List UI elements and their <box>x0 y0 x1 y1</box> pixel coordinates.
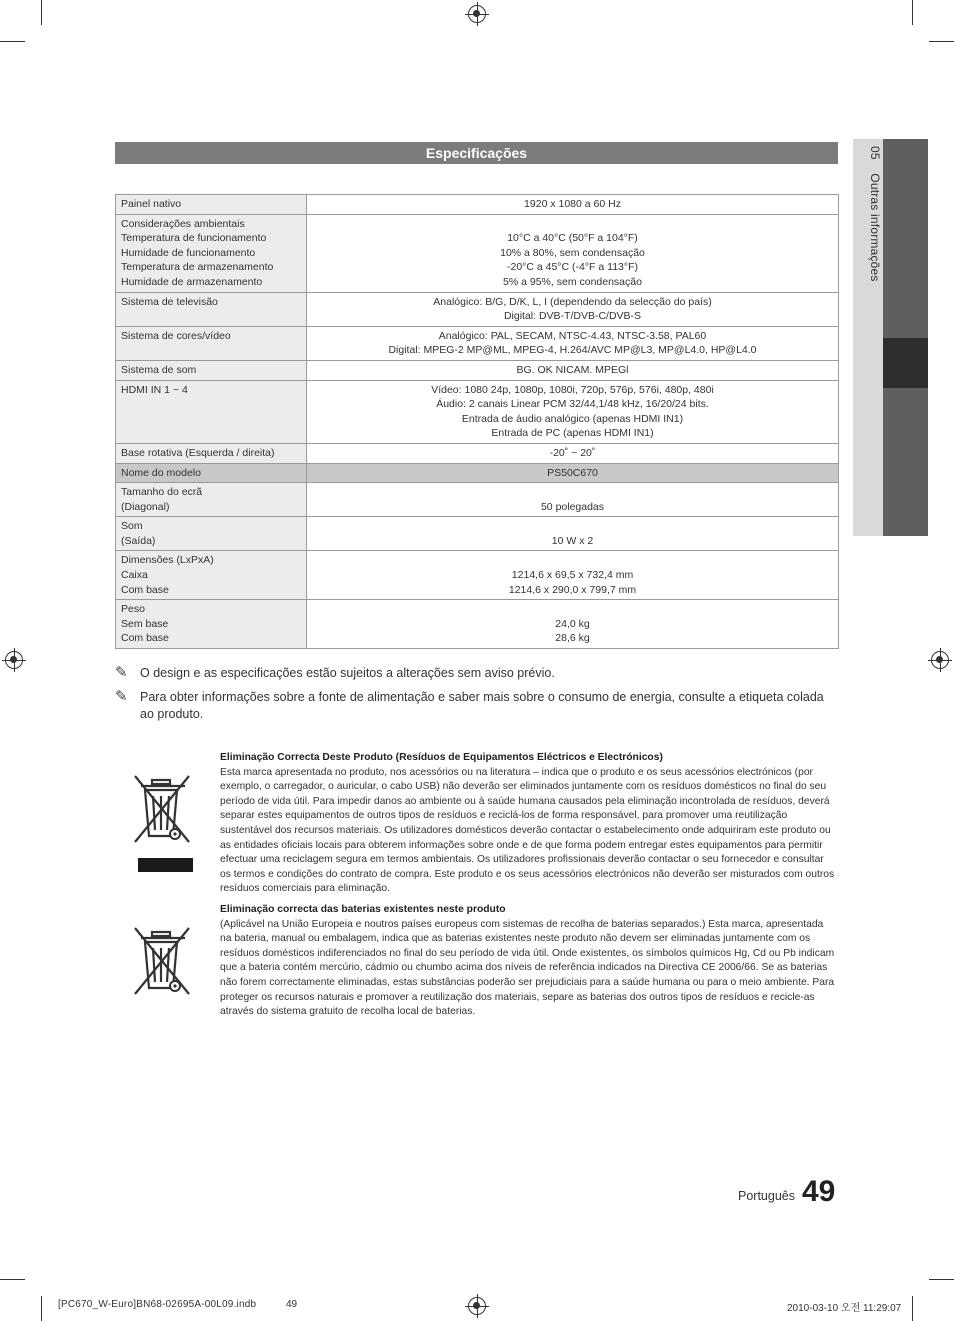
battery-disposal-title: Eliminação correcta das baterias existentes neste produto <box>220 904 506 915</box>
spec-label <box>116 517 307 551</box>
spec-value-line: 10% a 80%, sem condensação <box>500 246 645 259</box>
spec-value-line: Digital: DVB-T/DVB-C/DVB-S <box>503 310 642 323</box>
spec-value-line: 50 polegadas <box>540 500 605 513</box>
spec-row <box>116 463 839 483</box>
spec-label <box>116 551 307 600</box>
spec-label-line: HDMI IN 1 ~ 4 <box>121 383 188 396</box>
note-pencil-icon: ✎ <box>115 664 128 681</box>
spec-value-line: -20˚ ~ 20˚ <box>549 446 596 459</box>
spec-value-line: 1920 x 1080 a 60 Hz <box>524 198 621 210</box>
spec-label-line: (Saída) <box>121 534 156 547</box>
crop-mark <box>41 0 42 25</box>
spec-label-line: Painel nativo <box>121 198 182 210</box>
footer-language: Português <box>738 1189 795 1203</box>
spec-label-line: Peso <box>121 603 145 616</box>
spec-label-line: Temperatura de armazenamento <box>121 261 274 274</box>
note-pencil-icon: ✎ <box>115 688 128 705</box>
spec-value-line: 1214,6 x 290,0 x 799,7 mm <box>508 583 637 596</box>
spec-value <box>307 551 839 600</box>
spec-value-line: 10 W x 2 <box>551 534 594 547</box>
note-item <box>115 665 835 682</box>
spec-row <box>116 483 839 517</box>
chapter-number: 05 <box>868 146 882 160</box>
spec-value-line: 28,6 kg <box>555 632 590 645</box>
spec-label <box>116 214 307 292</box>
spec-label-line: Sistema de som <box>121 363 197 376</box>
spec-label-line: Sem base <box>121 617 169 630</box>
spec-value-line: Entrada de PC (apenas HDMI IN1) <box>491 427 654 440</box>
crop-mark <box>0 41 25 42</box>
spec-row <box>116 214 839 292</box>
page-number: 49 <box>802 1175 836 1208</box>
note-text: O design e as especificações estão sujeitos a alterações sem aviso prévio. <box>140 666 555 680</box>
spec-row <box>116 600 839 649</box>
spec-value <box>307 292 839 326</box>
spec-value <box>307 517 839 551</box>
spec-value <box>307 483 839 517</box>
spec-label <box>116 380 307 443</box>
spec-value <box>307 463 839 483</box>
spec-value-line: 10°C a 40°C (50°F a 104°F) <box>507 232 638 245</box>
spec-value <box>307 360 839 380</box>
section-title: Especificações <box>115 142 838 164</box>
crop-mark <box>41 1296 42 1321</box>
print-slug-date: 2010-03-10 오전 11:29:07 <box>787 1303 902 1314</box>
spec-value-line: Analógico: B/G, D/K, L, I (dependendo da selecção do país) <box>433 295 712 308</box>
spec-label-line: (Diagonal) <box>121 500 170 513</box>
spec-value <box>307 195 839 215</box>
crop-mark <box>929 1279 954 1280</box>
battery-disposal-section <box>220 903 836 1020</box>
crop-mark <box>912 0 913 25</box>
print-slug-page: 49 <box>286 1299 298 1310</box>
spec-value-line: Vídeo: 1080 24p, 1080p, 1080i, 720p, 576p, 576i, 480p, 480i <box>431 383 714 396</box>
spec-row <box>116 326 839 360</box>
spec-label-line: Com base <box>121 632 169 645</box>
spec-value <box>307 443 839 463</box>
spec-row <box>116 443 839 463</box>
weee-disposal-text: Esta marca apresentada no produto, nos acessórios ou na literatura – indica que o produto e os seus acessórios electrónicos (por exemplo, o carregador, o auricular, o cabo USB) não deverão ser eliminados juntamente com os resíduos domésticos no final do seu período de vida útil. Para impedir danos ao ambiente ou à saúde humana causados pela eliminação incontrolada de resíduos, deverá separar estes equipamentos de outros tipos de resíduos e reciclá-los de forma responsável, para promover uma reutilização sustentável dos recursos materiais. Os utilizadores domésticos deverão contactar o estabelecimento onde adquiriram este produto ou as entidades oficiais locais para obterem informações sobre onde e de que forma podem entregar estes equipamentos para permitir efectuar uma reciclagem segura em termos ambientais. Os utilizadores profissionais deverão contactar o seu fornecedor e consultar os termos e condições do contrato de compra. Este produto e os seus acessórios electrónicos não deverão ser misturados com outros resíduos comerciais para eliminação. <box>220 766 835 895</box>
spec-label <box>116 443 307 463</box>
spec-value <box>307 326 839 360</box>
spec-row <box>116 360 839 380</box>
spec-value-line: -20°C a 45°C (-4°F a 113°F) <box>507 261 638 274</box>
spec-label-line: Caixa <box>121 569 148 582</box>
spec-value-line: 1214,6 x 69,5 x 732,4 mm <box>511 569 634 582</box>
crop-mark <box>0 1279 25 1280</box>
notes <box>115 665 835 730</box>
spec-label <box>116 326 307 360</box>
spec-row <box>116 517 839 551</box>
spec-label-line: Sistema de televisão <box>121 295 218 308</box>
spec-value <box>307 214 839 292</box>
spec-label-line: Nome do modelo <box>121 466 201 479</box>
spec-label-line: Som <box>121 520 143 533</box>
spec-label-line: Tamanho do ecrã <box>121 486 203 499</box>
spec-label <box>116 463 307 483</box>
spec-label-line: Com base <box>121 583 169 596</box>
spec-value-line: 24,0 kg <box>555 617 590 630</box>
battery-disposal-text: (Aplicável na União Europeia e noutros países europeus com sistemas de recolha de baterias separados.) Esta marca, apresentada na bateria, manual ou embalagem, indica que as baterias existentes neste produto não devem ser eliminadas juntamente com os resíduos domésticos indiferenciados no final do seu período de vida útil. Onde existentes, os símbolos químicos Hg, Cd ou Pb indicam que a bateria contém mercúrio, cádmio ou chumbo acima dos níveis de referência indicados na Directiva CE 2006/66. Se as baterias não forem correctamente eliminadas, estas substâncias poderão ser prejudiciais para a saúde humana ou para o meio ambiente. Para proteger os recursos naturais e promover a reutilização dos materiais, separe as baterias dos outros tipos de resíduos e recicle-as através do sistema gratuito de recolha local de baterias. <box>220 918 835 1018</box>
weee-disposal-title: Eliminação Correcta Deste Produto (Resíduos de Equipamentos Eléctricos e Electrónicos) <box>220 752 663 763</box>
spec-label <box>116 600 307 649</box>
chapter-title: Outras informações <box>868 173 882 282</box>
spec-value-line: Áudio: 2 canais Linear PCM 32/44,1/48 kHz, 16/20/24 bits. <box>436 398 709 411</box>
spec-label-line: Sistema de cores/vídeo <box>121 329 231 342</box>
spec-label-line: Humidade de funcionamento <box>121 246 256 259</box>
spec-value-line: Analógico: PAL, SECAM, NTSC-4.43, NTSC-3.58, PAL60 <box>438 329 707 342</box>
spec-label <box>116 360 307 380</box>
weee-crossed-bin-icon <box>133 772 195 872</box>
spec-row <box>116 380 839 443</box>
crop-mark <box>929 41 954 42</box>
spec-label <box>116 195 307 215</box>
registration-mark-icon <box>468 5 486 23</box>
crop-mark <box>912 1296 913 1321</box>
registration-mark-icon <box>468 1297 486 1315</box>
registration-mark-icon <box>5 651 23 669</box>
spec-label-line: Humidade de armazenamento <box>121 275 263 288</box>
battery-crossed-bin-icon <box>133 926 195 1000</box>
spec-row <box>116 292 839 326</box>
side-tab-label <box>854 146 882 346</box>
spec-value-line: PS50C670 <box>547 466 598 479</box>
spec-value-line: 5% a 95%, sem condensação <box>503 275 642 288</box>
side-tab-active-marker <box>883 338 928 388</box>
note-text: Para obter informações sobre a fonte de alimentação e saber mais sobre o consumo de energia, consulte a etiqueta colada ao produto. <box>140 690 824 721</box>
weee-disposal-section <box>220 751 836 897</box>
spec-value-line: Digital: MPEG-2 MP@ML, MPEG-4, H.264/AVC MP@L3, MP@L4.0, HP@L4.0 <box>388 344 757 357</box>
spec-label-line: Temperatura de funcionamento <box>121 232 267 245</box>
spec-row <box>116 551 839 600</box>
note-item <box>115 689 835 723</box>
spec-value-line: BG. OK NICAM. MPEGl <box>516 363 629 376</box>
spec-value <box>307 600 839 649</box>
spec-table <box>115 194 839 649</box>
spec-row <box>116 195 839 215</box>
spec-label <box>116 483 307 517</box>
spec-label-line: Dimensões (LxPxA) <box>121 554 214 567</box>
registration-mark-icon <box>931 651 949 669</box>
spec-value-line: Entrada de áudio analógico (apenas HDMI IN1) <box>461 412 684 425</box>
spec-label-line: Considerações ambientais <box>121 217 245 230</box>
spec-label-line: Base rotativa (Esquerda / direita) <box>121 446 275 459</box>
spec-value <box>307 380 839 443</box>
print-slug-file: [PC670_W-Euro]BN68-02695A-00L09.indb <box>58 1299 257 1310</box>
spec-label <box>116 292 307 326</box>
